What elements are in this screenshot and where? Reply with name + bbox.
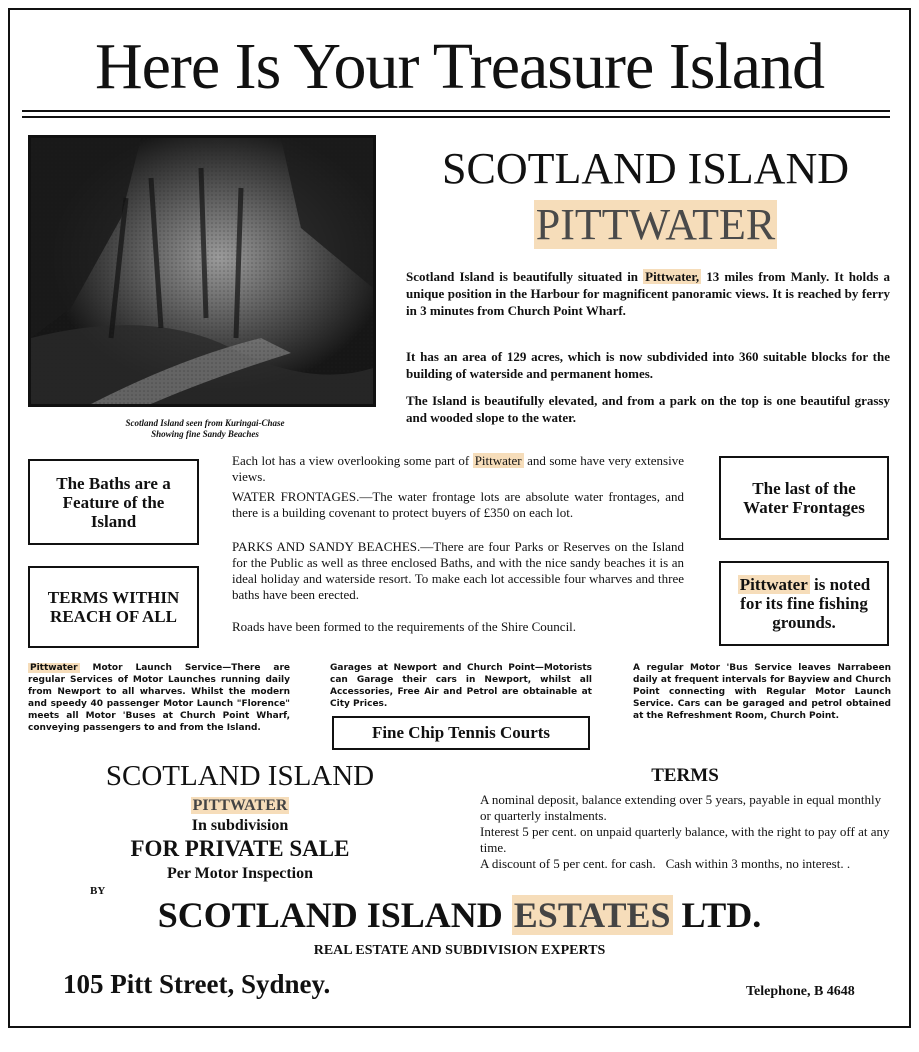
terms-line-3 (480, 856, 891, 872)
middle-p1-text-rest: and some have very extensive views. (232, 453, 684, 484)
main-subtitle (398, 198, 913, 252)
headline-rule-bottom (22, 116, 890, 118)
pittwater-highlight: PITTWATER (535, 200, 776, 249)
pittwater-highlight: PITTWATER (192, 797, 288, 814)
terms-reach-text: TERMS WITHIN REACH OF ALL (47, 588, 180, 626)
company-name (0, 892, 919, 938)
company-telephone: Telephone, B 4648 (746, 984, 855, 999)
sale-inspection: Per Motor Inspection (166, 865, 314, 882)
intro-paragraph-2: It has an area of 129 acres, which is now subdivided into 360 suitable blocks for the building of waterside and permanent homes. (406, 349, 890, 381)
fishing-text (735, 575, 873, 632)
sale-by: BY (90, 885, 106, 897)
last-frontages-text: The last of the Water Frontages (743, 479, 865, 517)
sale-title: SCOTLAND ISLAND (105, 760, 375, 792)
baths-feature-text: The Baths are a Feature of the Island (56, 473, 171, 531)
garages-text: Garages at Newport and Church Point—Motorists can Garage their cars in Newport, whilst all Accessories, Free Air and Petrol are obtainable at City Prices. (330, 663, 592, 709)
terms-heading: TERMS (651, 765, 719, 786)
company-name-suffix: LTD. (672, 895, 762, 935)
pittwater-highlight: Pittwater (739, 575, 808, 594)
fishing-box (719, 561, 889, 646)
water-frontages-paragraph: WATER FRONTAGES.—The water frontage lots are absolute water frontages, and there is a building covenant to protect buyers of £350 on each lot. (232, 489, 684, 520)
last-frontages-box (719, 456, 889, 540)
terms-reach-box (28, 566, 199, 648)
intro-paragraph-3: The Island is beautifully elevated, and from a park on the top is one beautiful grassy and wooded slope to the water. (406, 393, 890, 425)
main-title: SCOTLAND ISLAND (442, 144, 849, 193)
intro-p1-text: Scotland Island is beautifully situated in (406, 269, 644, 284)
pittwater-highlight: Pittwater (30, 663, 78, 673)
photo-caption-line2: Showing fine Sandy Beaches (151, 429, 259, 439)
sale-private: FOR PRIVATE SALE (130, 836, 350, 861)
sale-pittwater (70, 796, 410, 816)
company-tagline: REAL ESTATE AND SUBDIVISION EXPERTS (313, 943, 606, 958)
fishing-text-rest: is noted for its fine fishing grounds. (740, 575, 871, 632)
photo-caption-line1: Scotland Island seen from Kuringai-Chase (125, 418, 285, 428)
terms-list (480, 792, 891, 872)
middle-paragraph-1 (232, 453, 684, 485)
terms-line-3b: Cash within 3 months, no interest. . (665, 856, 851, 871)
tennis-courts-text: Fine Chip Tennis Courts (371, 723, 551, 742)
headline: Here Is Your Treasure Island (94, 30, 825, 103)
launch-service-text (28, 662, 290, 734)
intro-paragraph-1 (406, 268, 890, 319)
terms-line-2: Interest 5 per cent. on unpaid quarterly balance, with the right to pay off at any time. (480, 824, 890, 855)
island-photo (28, 135, 376, 407)
bus-service-text: A regular Motor 'Bus Service leaves Narrabeen daily at frequent intervals for Bayview and Church Point connecting with Regular Motor Launch Service. Cars can be garaged and petrol obtained at the Refreshment Room, Church Point. (633, 663, 891, 721)
middle-p1-text: Each lot has a view overlooking some part of (232, 453, 473, 468)
sale-subdivision: In subdivision (191, 817, 289, 834)
pittwater-highlight: Pittwater (474, 453, 522, 468)
photo-caption (40, 418, 370, 440)
baths-feature-box (28, 459, 199, 545)
pittwater-highlight: Pittwater, (645, 269, 700, 284)
intro-p1-text-rest: 13 miles from Manly. It holds a unique position in the Harbour for magnificent panoramic views. It is reached by ferry in 3 minutes from Church Point Wharf. (406, 269, 890, 318)
company-name-text: SCOTLAND ISLAND (157, 895, 512, 935)
terms-line-1: A nominal deposit, balance extending over 5 years, payable in equal monthly or quarterly instalments. (480, 792, 882, 823)
headline-rule-top (22, 110, 890, 112)
terms-line-3a: A discount of 5 per cent. for cash. (480, 856, 656, 871)
estates-highlight: ESTATES (513, 895, 671, 935)
launch-service-rest: Motor Launch Service—There are regular Services of Motor Launches running daily from Newport to all wharves. Whilst the modern and speedy 40 passenger Motor Launch "Florence" meets all Motor 'Buses at Church Point Wharf, conveying passengers to and from the Island. (28, 663, 290, 733)
company-address: 105 Pitt Street, Sydney. (63, 969, 331, 999)
parks-beaches-paragraph: PARKS AND SANDY BEACHES.—There are four Parks or Reserves on the Island for the Public as well as three enclosed Baths, and with the nice sandy beaches it is an ideal holiday and waterside resort. To make each lot accessible four wharves and three baths have been erected. (232, 539, 684, 602)
roads-paragraph: Roads have been formed to the requirements of the Shire Council. (232, 619, 577, 634)
tennis-courts-box (332, 716, 590, 750)
